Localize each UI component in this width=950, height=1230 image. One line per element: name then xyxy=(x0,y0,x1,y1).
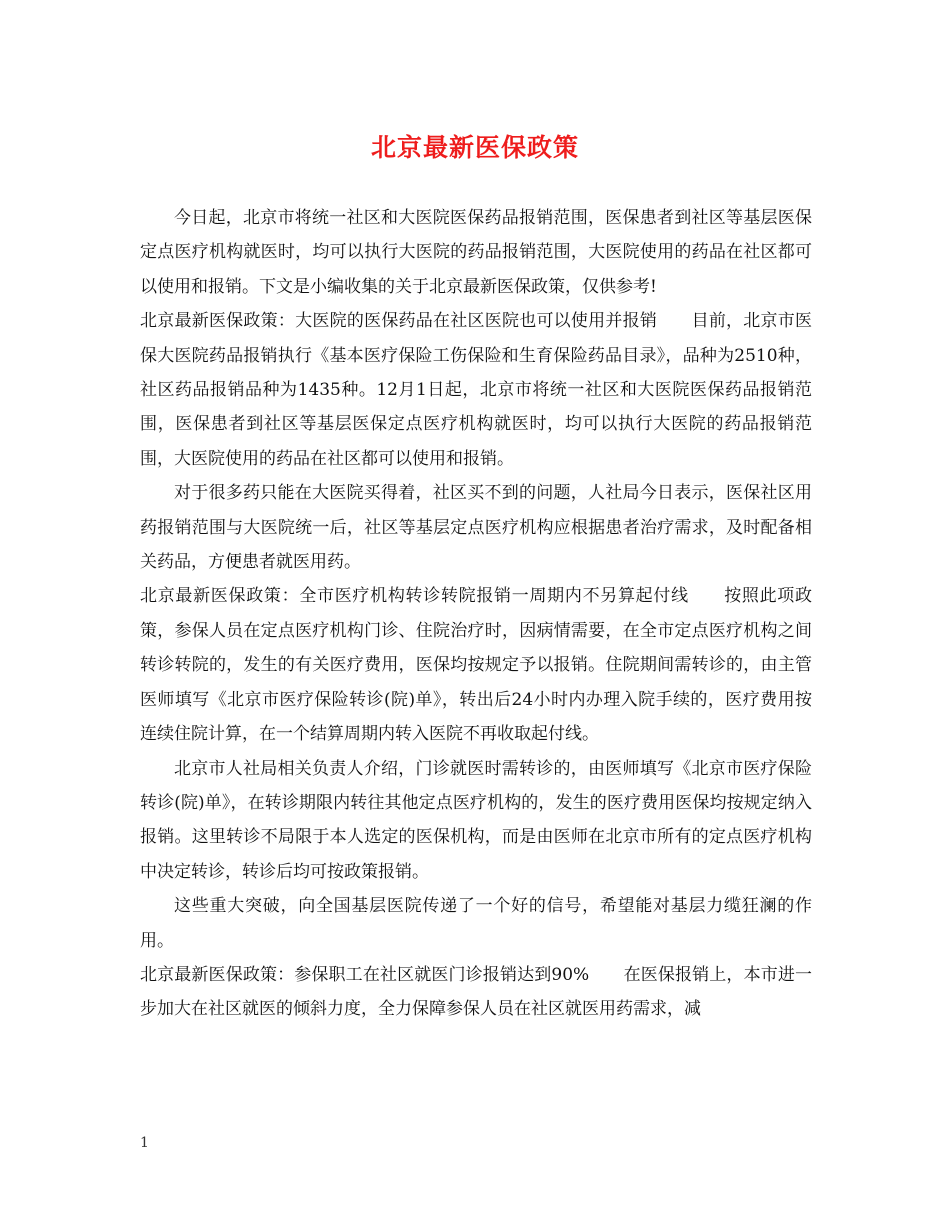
paragraph-intro: 今日起，北京市将统一社区和大医院医保药品报销范围，医保患者到社区等基层医保定点医疗机构就医时，均可以执行大医院的药品报销范围，大医院使用的药品在社区都可以使用和报销。下文是小编收集的关于北京最新医保政策，仅供参考! xyxy=(140,208,812,297)
paragraph-section-1-detail: 对于很多药只能在大医院买得着，社区买不到的问题，人社局今日表示，医保社区用药报销范围与大医院统一后，社区等基层定点医疗机构应根据患者治疗需求，及时配备相关药品，方便患者就医用药。 xyxy=(140,483,812,573)
paragraph-section-3: 北京最新医保政策：参保职工在社区就医门诊报销达到90% 在医保报销上，本市进一步加大在社区就医的倾斜力度，全力保障参保人员在社区就医用药需求，减 xyxy=(140,964,812,1020)
paragraph-section-2: 北京最新医保政策：全市医疗机构转诊转院报销一周期内不另算起付线 按照此项政策，参保人员在定点医疗机构门诊、住院治疗时，因病情需要，在全市定点医疗机构之间转诊转院的，发生的有关医疗费用，医保均按规定予以报销。住院期间需转诊的，由主管医师填写《北京市医疗保险转诊(院)单》，转出后24小时内办理入院手续的，医疗费用按连续住院计算，在一个结算周期内转入医院不再收取起付线。 xyxy=(140,586,812,745)
paragraph-section-1: 北京最新医保政策：大医院的医保药品在社区医院也可以使用并报销 目前，北京市医保大医院药品报销执行《基本医疗保险工伤保险和生育保险药品目录》，品种为2510种，社区药品报销品种为1435种。12月1日起，北京市将统一社区和大医院医保药品报销范围，医保患者到社区等基层医保定点医疗机构就医时，均可以执行大医院的药品报销范围，大医院使用的药品在社区都可以使用和报销。 xyxy=(140,311,812,469)
page-number: 1 xyxy=(140,1135,149,1151)
document-title: 北京最新医保政策 xyxy=(370,133,579,162)
document-body xyxy=(140,201,812,1027)
paragraph-section-2-detail: 北京市人社局相关负责人介绍，门诊就医时需转诊的，由医师填写《北京市医疗保险转诊(院)单》，在转诊期限内转往其他定点医疗机构的，发生的医疗费用医保均按规定纳入报销。这里转诊不局限于本人选定的医保机构，而是由医师在北京市所有的定点医疗机构中决定转诊，转诊后均可按政策报销。 xyxy=(140,758,812,882)
paragraph-section-2-summary: 这些重大突破，向全国基层医院传递了一个好的信号，希望能对基层力缆狂澜的作用。 xyxy=(140,896,812,951)
